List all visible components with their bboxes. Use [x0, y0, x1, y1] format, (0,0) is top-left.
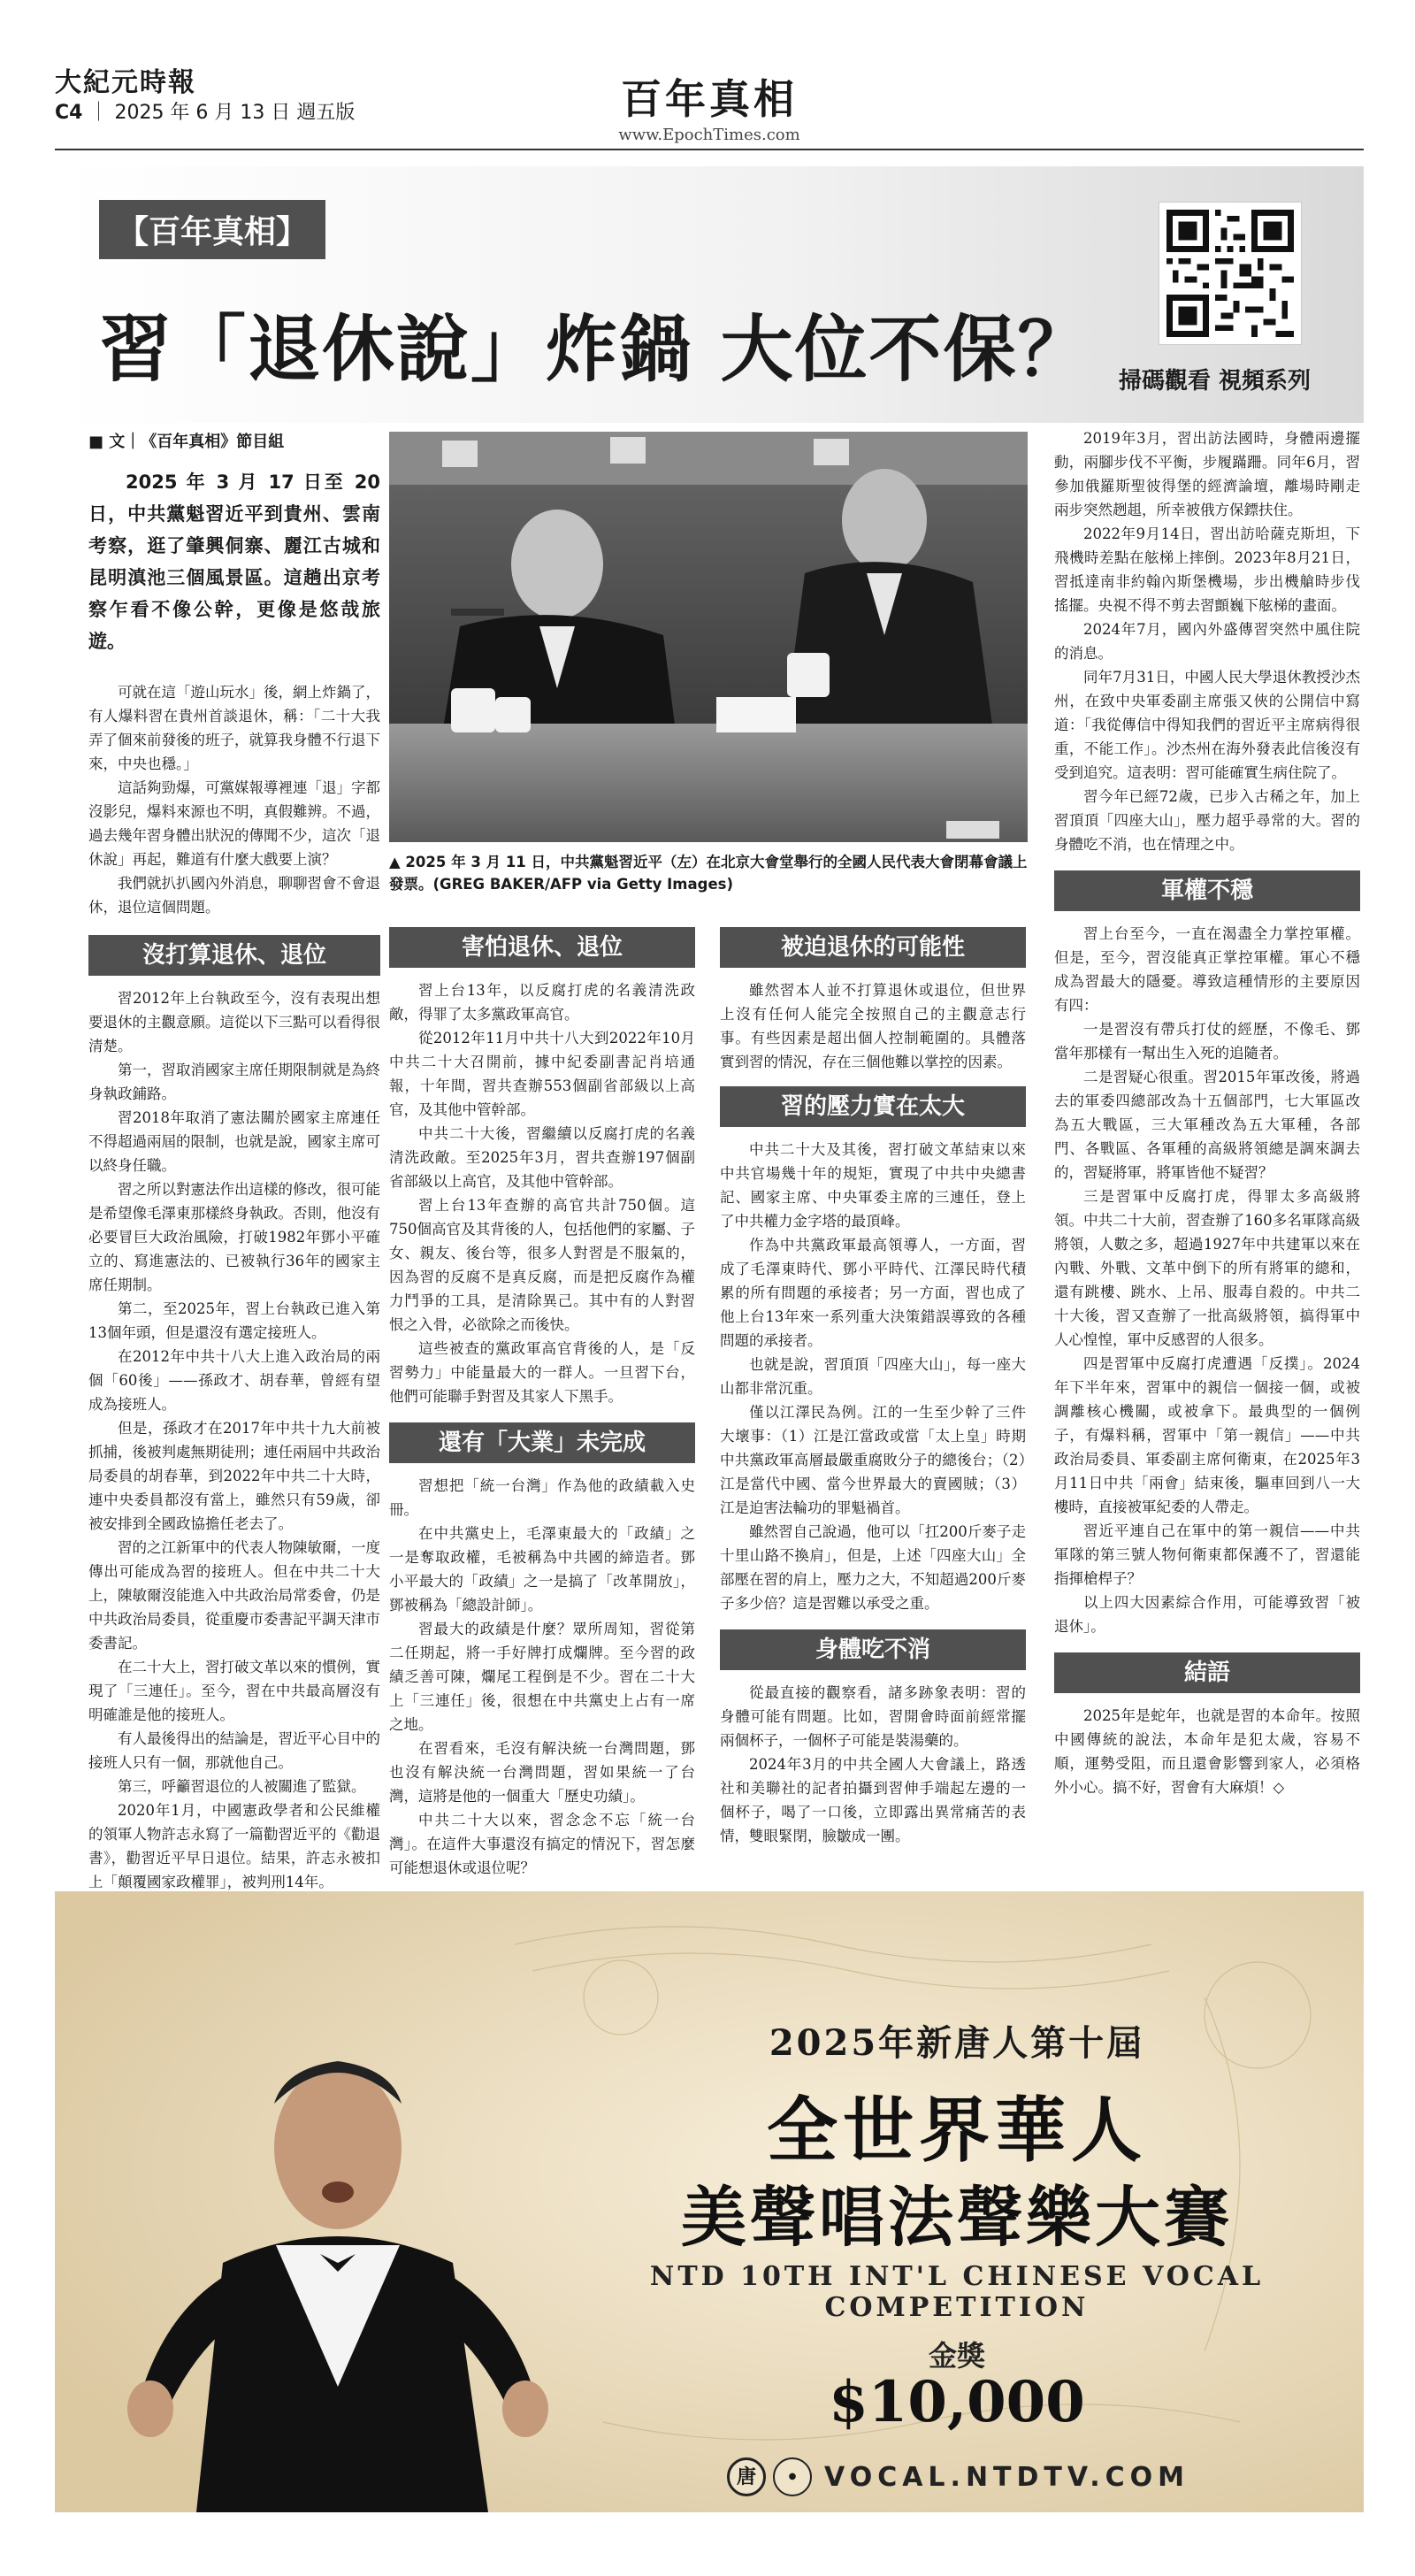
news-photo: [389, 432, 1028, 842]
paper-name: 大紀元時報: [55, 67, 196, 98]
paragraph: 這些被查的黨政軍高官背後的人，是「反習勢力」中能量最大的一群人。一旦習下台，他們可能聯手對習及其家人下黑手。: [389, 1340, 695, 1405]
paragraph: 雖然習自己說過，他可以「扛200斤麥子走十里山路不換肩」，但是，上述「四座大山」全部壓在習的肩上，壓力之大，不知超過200斤麥子多少倍？這是習難以承受之重。: [720, 1523, 1026, 1612]
article-column-4: [1054, 426, 1360, 1877]
paragraph: 中共二十大及其後，習打破文革結束以來中共官場幾十年的規矩，實現了中共中央總書記、國家主席、中央軍委主席的三連任，登上了中共權力金字塔的最頂峰。: [720, 1141, 1026, 1230]
subhead-forced-retirement: 被迫退休的可能性: [720, 927, 1026, 968]
paragraph: 習近平連自己在軍中的第一親信——中共軍隊的第三號人物何衛東都保護不了，習還能指揮槍桿子？: [1054, 1522, 1360, 1587]
paragraph: 可就在這「遊山玩水」後，網上炸鍋了，有人爆料習在貴州首談退休，稱：「二十大我弄了個來前發後的班子，就算我身體不行退下來，中央也穩。」: [88, 684, 380, 772]
issue-date: 2025 年 6 月 13 日 週五版: [114, 102, 356, 124]
paragraph: 四是習軍中反腐打虎遭遇「反撲」。2024年下半年來，習軍中的親信一個接一個，或被調離核心機關，或被拿下。最典型的一個例子，有爆料稱，習軍中「第一親信」——中共政治局委員、軍委副主席何衛東，在2025年3月11日中共「兩會」結束後，驅車回到八一大樓時，直接被軍紀委的人帶走。: [1054, 1355, 1360, 1515]
paragraph: 習2012年上台執政至今，沒有表現出想要退休的主觀意願。這從以下三點可以看得很清楚。: [88, 990, 380, 1054]
paragraph: 以上四大因素綜合作用，可能導致習「被退休」。: [1054, 1594, 1360, 1635]
paragraph: 二是習疑心很重。習2015年軍改後，將過去的軍委四總部改為十五個部門，七大軍區改為五大戰區，三大軍種改為五大軍種，各部門、各戰區、各軍種的高級將領總是調來調去的，習疑將軍，將軍皆他不疑習？: [1054, 1069, 1360, 1181]
ad-title-line1: 全世界華人: [767, 2089, 1147, 2172]
paragraph: 第二，至2025年，習上台執政已進入第13個年頭，但是還沒有選定接班人。: [88, 1300, 380, 1341]
seal-icon: ●: [773, 2457, 812, 2496]
paragraph: 2025年是蛇年，也就是習的本命年。按照中國傳統的說法，本命年是犯太歲，容易不順，運勢受阻，而且還會影響到家人，必須格外小心。搞不好，習會有大麻煩！◇: [1054, 1707, 1360, 1796]
paragraph: 在中共黨史上，毛澤東最大的「政績」之一是奪取政權，毛被稱為中共國的締造者。鄧小平最大的「政績」之一是搞了「改革開放」，鄧被稱為「總設計師」。: [389, 1525, 695, 1614]
subhead-fear-retirement: 害怕退休、退位: [389, 927, 695, 968]
masthead: [55, 53, 1364, 150]
paragraph: 習2018年取消了憲法關於國家主席連任不得超過兩屆的限制，也就是說，國家主席可以終身任職。: [88, 1109, 380, 1174]
paragraph: 在二十大上，習打破文革以來的慣例，實現了「三連任」。至今，習在中共最高層沒有明確誰是他的接班人。: [88, 1659, 380, 1723]
subhead-pressure: 習的壓力實在太大: [720, 1086, 1026, 1127]
paragraph: 習上台13年查辦的高官共計750個。這750個高官及其背後的人，包括他們的家屬、子女、親友、後台等，很多人對習是不服氣的，因為習的反腐不是真反腐，而是把反腐作為權力鬥爭的工具，是清除異己。其中有的人對習恨之入骨，必欲除之而後快。: [389, 1197, 695, 1333]
column-tag: 【百年真相】: [99, 200, 325, 259]
page-number: C4: [55, 102, 83, 124]
paragraph: 習最大的政績是什麼？眾所周知，習從第二任期起，將一手好牌打成爛牌。至今習的政績乏善可陳，爛尾工程倒是不少。習在二十大上「三連任」後，很想在中共黨史上占有一席之地。: [389, 1621, 695, 1733]
paragraph: 習今年已經72歲，已步入古稀之年，加上習頂頂「四座大山」，壓力超乎尋常的大。習的身體吃不消，也在情理之中。: [1054, 788, 1360, 853]
site-url[interactable]: www.EpochTimes.com: [618, 126, 800, 144]
paragraph: 從2012年11月中共十八大到2022年10月中共二十大召開前，據中紀委副書記肖培通報，十年間，習共查辦553個副省部級以上高官，及其他中管幹部。: [389, 1030, 695, 1118]
paragraph: 2020年1月，中國憲政學者和公民維權的領軍人物許志永寫了一篇勸習近平的《勸退書》，勸習近平早日退位。結果，許志永被扣上「顛覆國家政權罪」，被判刑14年。: [88, 1802, 380, 1890]
paragraph: 2024年7月，國內外盛傳習突然中風住院的消息。: [1054, 621, 1360, 662]
ad-url-link[interactable]: VOCAL.NTDTV.COM: [824, 2462, 1189, 2493]
paragraph: 雖然習本人並不打算退休或退位，但世界上沒有任何人能完全按照自己的主觀意志行事。有些因素是超出個人控制範圍的。具體落實到習的情況，存在三個他難以掌控的因素。: [720, 982, 1026, 1070]
subhead-no-retirement: 沒打算退休、退位: [88, 935, 380, 976]
paragraph: 習上台至今，一直在渴盡全力掌控軍權。但是，至今，習沒能真正掌控軍權。軍心不穩成為習最大的隱憂。導致這種情形的主要原因有四：: [1054, 925, 1360, 1014]
ad-prize-label: 金獎: [928, 2339, 985, 2373]
article-column-2: [389, 927, 695, 1877]
paragraph: 在習看來，毛沒有解決統一台灣問題，鄧也沒有解決統一台灣問題，習如果統一了台灣，這將是他的一個重大「歷史功績」。: [389, 1740, 695, 1805]
paragraph: 三是習軍中反腐打虎，得罪太多高級將領。中共二十大前，習查辦了160多名軍隊高級將領，人數之多，超過1927年中共建軍以來在內戰、外戰、文革中倒下的所有將軍的總和，還有跳樓、跳水、上吊、服毒自殺的。中共二十大後，習又查辦了一批高級將領，搞得軍中人心惶惶，軍中反感習的人很多。: [1054, 1188, 1360, 1348]
paragraph: 2022年9月14日，習出訪哈薩克斯坦，下飛機時差點在舷梯上摔倒。2023年8月21日，習抵達南非約翰內斯堡機場，步出機艙時步伐搖擺。央視不得不剪去習顫巍下舷梯的畫面。: [1054, 525, 1360, 614]
subhead-unfinished-business: 還有「大業」未完成: [389, 1422, 695, 1463]
byline: ■ 文｜《百年真相》節目組: [88, 433, 285, 451]
advertisement[interactable]: [55, 1891, 1364, 2512]
paragraph: 作為中共黨政軍最高領導人，一方面，習成了毛澤東時代、鄧小平時代、江澤民時代積累的所有問題的承接者；另一方面，習也成了他上台13年來一系列重大決策錯誤導致的各種問題的承接者。: [720, 1237, 1026, 1349]
qr-code-icon[interactable]: [1159, 202, 1302, 345]
qr-caption: 掃碼觀看 視頻系列: [1118, 368, 1311, 395]
photo-caption: ▲ 2025 年 3 月 11 日，中共黨魁習近平（左）在北京大會堂舉行的全國人民代表大會閉幕會議上發票。(GREG BAKER/AFP via Getty Images): [389, 854, 1028, 893]
ad-competition-edition: 2025年新唐人第十屆: [769, 2022, 1145, 2064]
headline-band: [55, 166, 1364, 423]
paragraph: 第一，習取消國家主席任期限制就是為終身執政鋪路。: [88, 1062, 380, 1102]
paragraph: 但是，孫政才在2017年中共十九大前被抓捕，後被判處無期徒刑；連任兩屆中共政治局委員的胡春華，到2022年中共二十大時，連中央委員都沒有當上，雖然只有59歲，卻被安排到全國政協擔任老去了。: [88, 1420, 380, 1532]
headline: 習「退休說」炸鍋 大位不保？: [99, 308, 1092, 392]
ad-english-title: NTD 10TH INT'L CHINESE VOCAL COMPETITION: [649, 2261, 1265, 2323]
paragraph: 這話夠勁爆，可黨媒報導裡連「退」字都沒影兒，爆料來源也不明，真假難辨。不過，過去幾年習身體出狀況的傳聞不少，這次「退休說」再起，難道有什麼大戲要上演？: [88, 779, 380, 868]
paragraph: 我們就扒扒國內外消息，聊聊習會不會退休，退位這個問題。: [88, 875, 380, 916]
paragraph: 僅以江澤民為例。江的一生至少幹了三件大壞事：（1）江是江當政或當「太上皇」時期中共黨政軍高層最嚴重腐敗分子的總後台；（2）江是當代中國、當今世界最大的賣國賊；（3）江是迫害法輪功的罪魁禍首。: [720, 1404, 1026, 1516]
article-column-3: [720, 927, 1026, 1877]
paragraph: 2019年3月，習出訪法國時，身體兩邊擺動，兩腳步伐不平衡，步履蹣跚。同年6月，習參加俄羅斯聖彼得堡的經濟論壇，離場時剛走兩步突然趔趄，所幸被俄方保鏢扶住。: [1054, 430, 1360, 518]
page-divider: ｜: [88, 102, 115, 124]
paragraph: 2024年3月的中共全國人大會議上，路透社和美聯社的記者拍攝到習伸手端起左邊的一個杯子，喝了一口後，立即露出異常痛苦的表情，雙眼緊閉，臉皺成一團。: [720, 1756, 1026, 1844]
paragraph: 也就是說，習頂頂「四座大山」，每一座大山都非常沉重。: [720, 1356, 1026, 1397]
lede: 2025 年 3 月 17 日至 20 日，中共黨魁習近平到貴州、雲南考察，逛了肇興侗寨、麗江古城和昆明滇池三個風景區。這趟出京考察乍看不像公幹，更像是悠哉旅遊。: [88, 472, 380, 652]
article-column-1: [88, 426, 380, 1890]
paragraph: 習的之江新軍中的代表人物陳敏爾，一度傳出可能成為習的接班人。但在中共二十大上，陳敏爾沒能進入中共政治局常委會，仍是中共政治局委員，從重慶市委書記平調天津市委書記。: [88, 1539, 380, 1652]
paragraph: 習上台13年，以反腐打虎的名義清洗政敵，得罪了太多黨政軍高官。: [389, 982, 695, 1023]
ntd-logo-icon: 唐: [727, 2457, 766, 2496]
subhead-conclusion: 結語: [1054, 1652, 1360, 1693]
subhead-military-power: 軍權不穩: [1054, 870, 1360, 911]
paragraph: 有人最後得出的結論是，習近平心目中的接班人只有一個，那就他自己。: [88, 1730, 380, 1771]
paragraph: 同年7月31日，中國人民大學退休教授沙杰州，在致中央軍委副主席張又俠的公開信中寫道：「我從傳信中得知我們的習近平主席病得很重，不能工作」。沙杰州在海外發表此信後沒有受到追究。這表明：習可能確實生病住院了。: [1054, 669, 1360, 781]
ad-title-line2: 美聲唱法聲樂大賽: [681, 2180, 1233, 2256]
paragraph: 習之所以對憲法作出這樣的修改，很可能是希望像毛澤東那樣終身執政。否則，他沒有必要冒巨大政治風險，打破1982年鄧小平確立的、寫進憲法的、已被執行36年的國家主席任期制。: [88, 1181, 380, 1293]
section-title: 百年真相: [621, 75, 798, 123]
paragraph: 第三，呼籲習退位的人被關進了監獄。: [118, 1778, 366, 1795]
paragraph: 一是習沒有帶兵打仗的經歷，不像毛、鄧當年那樣有一幫出生入死的追隨者。: [1054, 1021, 1360, 1062]
paragraph: 中共二十大以來，習念念不忘「統一台灣」。在這件大事還沒有搞定的情況下，習怎麼可能想退休或退位呢？: [389, 1812, 695, 1876]
paragraph: 從最直接的觀察看，諸多跡象表明：習的身體可能有問題。比如，習開會時面前經常擺兩個杯子，一個杯子可能是裝湯藥的。: [720, 1684, 1026, 1749]
paragraph: 習想把「統一台灣」作為他的政績載入史冊。: [389, 1477, 695, 1518]
subhead-health: 身體吃不消: [720, 1629, 1026, 1670]
paragraph: 中共二十大後，習繼續以反腐打虎的名義清洗政敵。至2025年3月，習共查辦197個副省部級以上高官，及其他中管幹部。: [389, 1125, 695, 1190]
paragraph: 在2012年中共十八大上進入政治局的兩個「60後」——孫政才、胡春華，曾經有望成為接班人。: [88, 1348, 380, 1413]
ad-prize-amount: $10,000: [829, 2369, 1085, 2435]
